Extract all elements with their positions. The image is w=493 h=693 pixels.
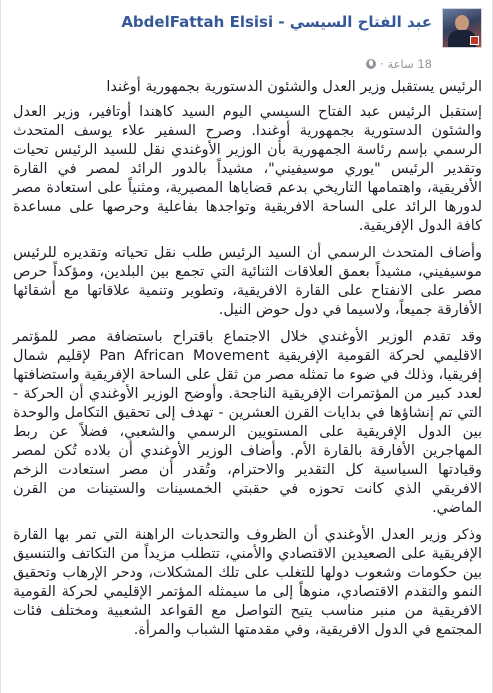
avatar-logo-badge [470, 36, 479, 45]
meta-separator-dot: · [379, 57, 384, 71]
post-meta [366, 57, 432, 71]
avatar-face [455, 15, 469, 31]
page-avatar[interactable] [442, 8, 482, 48]
page-name-separator: - [273, 13, 290, 31]
post-timestamp[interactable]: 18 ساعة [387, 57, 432, 71]
page-name-arabic[interactable]: عبد الفتاح السيسي [289, 13, 432, 31]
post-paragraph-2: وأضاف المتحدث الرسمي أن السيد الرئيس طلب نقل تحياته وتقديره للرئيس موسيفيني، مشيداً بعمق العلاقات الثنائية التي تجمع بين البلدين، ومؤكداً حرص مصر على الانفتاح على القارة الافريقية، وتطوير وتنمية علاقاتها مع أشقائها الأفارقة جميعاً، ولاسيما في دول حوض النيل. [13, 245, 482, 318]
page-name-english[interactable]: AbdelFattah Elsisi [121, 13, 274, 31]
post-title: الرئيس يستقبل وزير العدل والشئون الدستورية بجمهورية أوغندا [106, 79, 482, 95]
post-body [13, 78, 482, 648]
page-name-link[interactable] [52, 10, 432, 34]
post-paragraph-3: وقد تقدم الوزير الأوغندي خلال الاجتماع باقتراح باستضافة مصر للمؤتمر الاقليمي لحركة القومية الإفريقية Pan African Movement لإقليم شمال إفريقيا، وذلك في ضوء ما تمثله مصر من ثقل على الساحة الإفريقية واستضافتها لعدد كبير من المؤتمرات الإفريقية الناجحة. وأوضح الوزير الأوغندي أن الحركة - التي تم إنشاؤها في بدايات القرن العشرين - تهدف إلى تحقيق التكامل والوحدة بين الدول الإفريقية على المستويين الرسمي والشعبي، فضلاً عن ربط المهاجرين الأفارقة بالقارة الأم. وأضاف الوزير الأوغندي أن بلاده تُكن لمصر وقيادتها السياسية كل التقدير والاحترام، وتُقدر أن مصر استعادت الزخم الافريقي الذي كانت تحوزه في حقبتي الخمسينات والستينات من القرن الماضي. [13, 329, 482, 516]
post-header [1, 0, 492, 76]
globe-icon[interactable] [366, 59, 376, 69]
post-paragraph-4: وذكر وزير العدل الأوغندي أن الظروف والتحديات الراهنة التي تمر بها القارة الإفريقية على الصعيدين الاقتصادي والأمني، تتطلب مزيداً من التكاتف والتنسيق بين حكومات وشعوب دولها للتغلب على تلك المشكلات، ودحر الإرهاب وتحقيق النمو والتقدم الاقتصادي، منوهاً إلى ما سيمثله المؤتمر الإقليمي لحركة القومية الافريقية من منبر مناسب يتيح التواصل مع القواعد الشعبية ومختلف فئات المجتمع في الدول الافريقية، وفي مقدمتها الشباب والمرأة. [13, 527, 482, 638]
post-paragraph-1: إستقبل الرئيس عبد الفتاح السيسي اليوم السيد كاهندا أوتافير، وزير العدل والشئون الدستورية بجمهورية أوغندا. وصرح السفير علاء يوسف المتحدث الرسمي بإسم رئاسة الجمهورية بأن الوزير الأوغندي نقل للسيد الرئيس تحيات وتقدير الرئيس "يوري موسيفيني"، مشيداً بالدور الرائد لمصر في القارة الأفريقية، واهتمامها التاريخي بدعم قضاياها المصيرية، ومثنياً على استعادة مصر لدورها الرائد على الساحة الافريقية وتواجدها بفاعلية وحرصها على مساعدة كافة الدول الإفريقية. [13, 104, 482, 234]
